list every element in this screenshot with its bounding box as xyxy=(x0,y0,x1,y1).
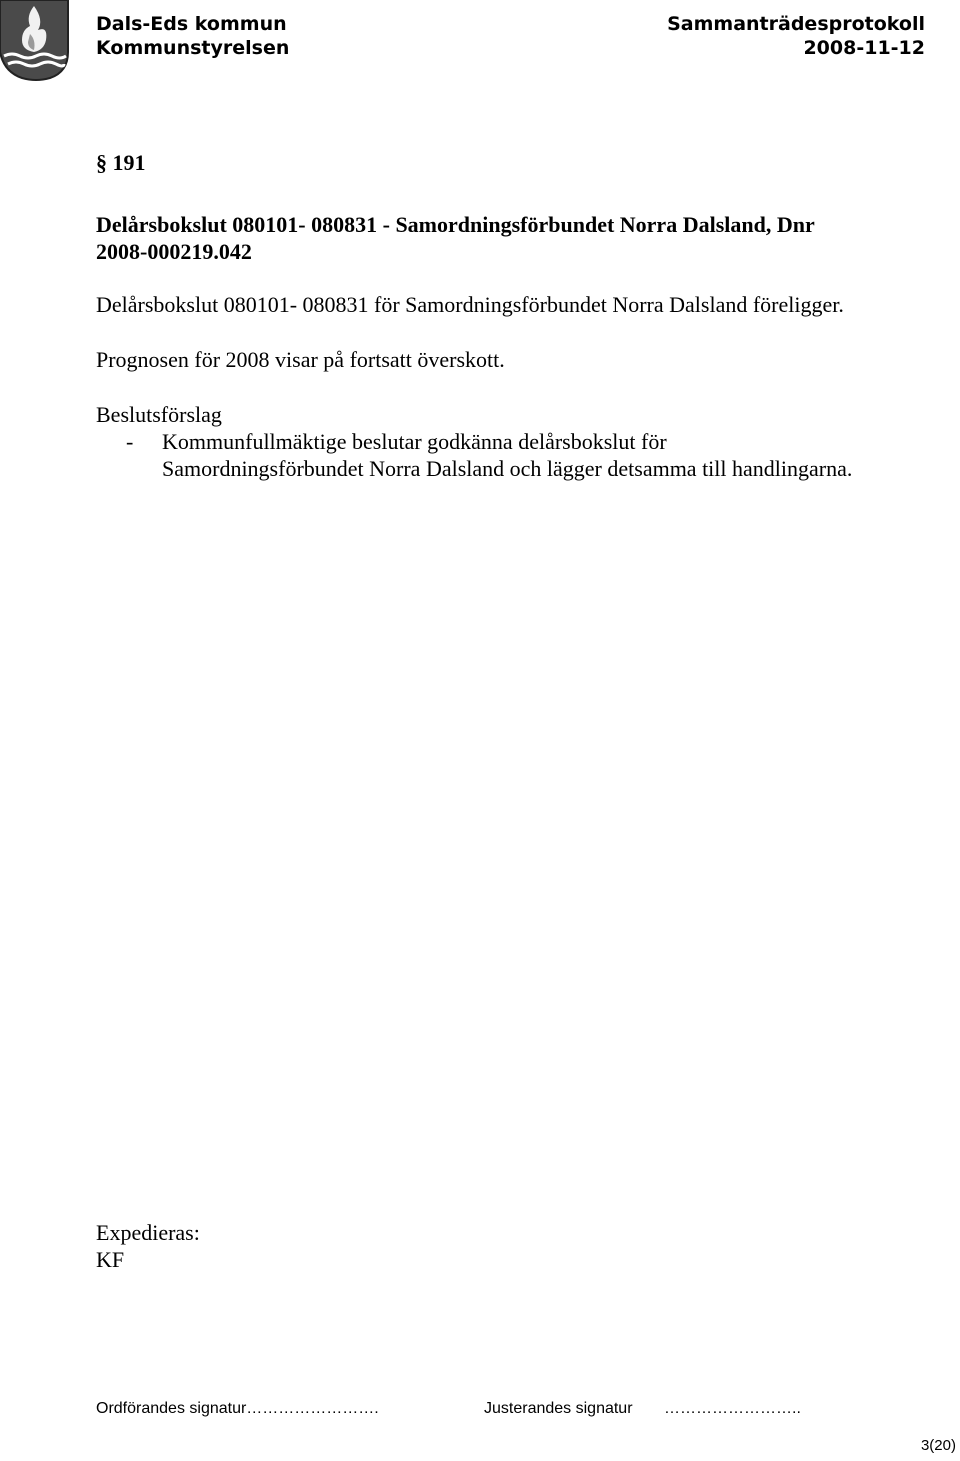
section-number: § 191 xyxy=(96,150,146,175)
adjuster-signature-label: Justerandes signatur xyxy=(484,1400,633,1417)
header-board: Kommunstyrelsen xyxy=(96,37,290,59)
dispatch-label: Expedieras: xyxy=(96,1220,200,1245)
header-municipality: Dals-Eds kommun xyxy=(96,13,287,35)
proposal-bullet: - xyxy=(126,429,134,454)
body-line1: Delårsbokslut 080101- 080831 för Samordningsförbundet Norra Dalsland föreligger. xyxy=(96,292,844,317)
proposal-line2: Samordningsförbundet Norra Dalsland och lägger detsamma till handlingarna. xyxy=(162,456,853,481)
page-number: 3(20) xyxy=(920,1437,956,1454)
section-title-line2: 2008-000219.042 xyxy=(96,239,252,264)
chair-signature: Ordförandes signatur……………………. xyxy=(96,1400,379,1417)
header-doc-type: Sammanträdesprotokoll xyxy=(667,13,925,35)
proposal-line1: Kommunfullmäktige beslutar godkänna delårsbokslut för xyxy=(162,429,667,454)
section-title-line1: Delårsbokslut 080101- 080831 - Samordningsförbundet Norra Dalsland, Dnr xyxy=(96,212,815,237)
adjuster-signature-dots: …………………….. xyxy=(664,1400,801,1417)
municipality-logo xyxy=(0,0,72,82)
proposal-heading: Beslutsförslag xyxy=(96,402,222,427)
dispatch-recipient: KF xyxy=(96,1247,125,1272)
body-line2: Prognosen för 2008 visar på fortsatt överskott. xyxy=(96,347,505,372)
header-date: 2008-11-12 xyxy=(803,37,925,59)
